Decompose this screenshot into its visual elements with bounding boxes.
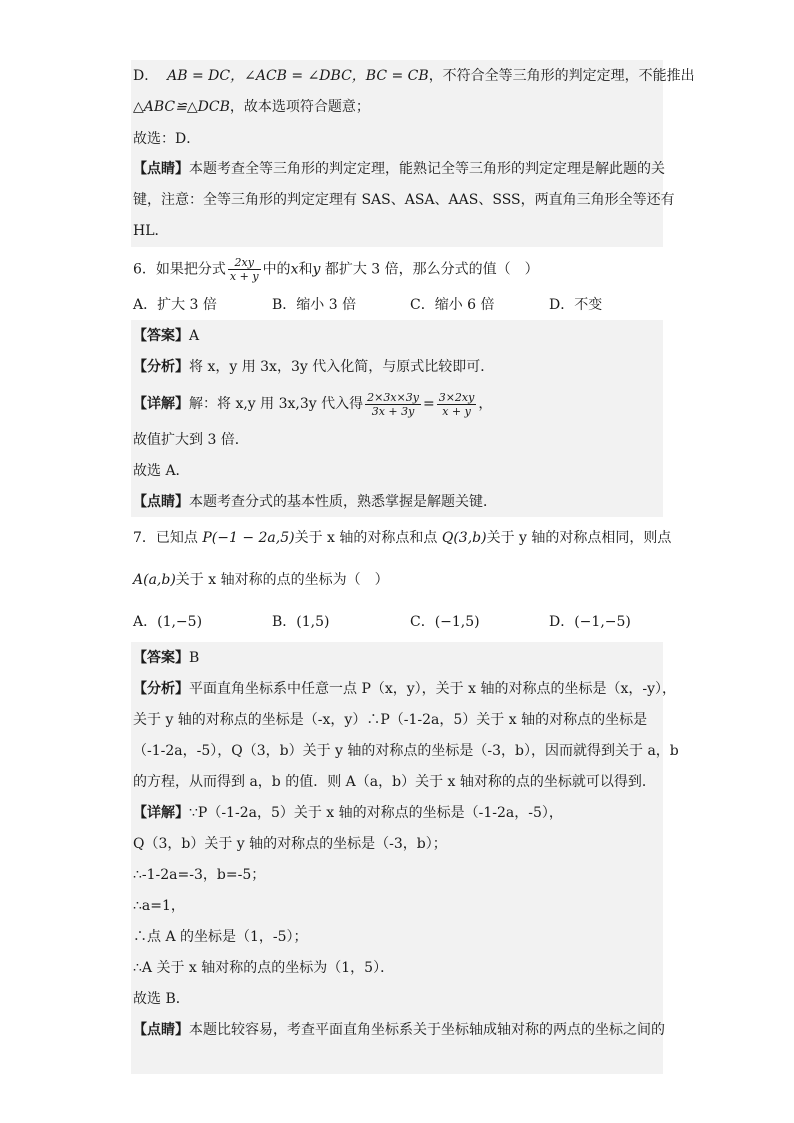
q7-detail-line4: ∴a=1， <box>133 898 185 914</box>
q7-stem-line2: A(a,b)关于 x 轴对称的点的坐标为（ ） <box>133 572 389 588</box>
q6-dianjing: 【点睛】本题考查分式的基本性质，熟悉掌握是解题关键． <box>133 494 497 510</box>
q7-option-a[interactable]: A．(1,−5) <box>133 614 203 630</box>
q7-dianjing: 【点睛】本题比较容易，考查平面直角坐标系关于坐标轴成轴对称的两点的坐标之间的 <box>133 1022 665 1038</box>
q5-dianjing-line3: HL． <box>133 223 169 239</box>
q7-analysis-line2: 关于 y 轴的对称点的坐标是（-x，y）∴P（-1-2a，5）关于 x 轴的对称点的坐标是 <box>133 712 648 728</box>
q7-stem-line1: 7．已知点 P(−1 − 2a,5)关于 x 轴的对称点和点 Q(3,b)关于 y 轴的对称点相同，则点 <box>133 530 672 546</box>
q7-detail-line5: ∴点 A 的坐标是（1，-5）； <box>133 929 308 945</box>
q6-choice: 故选 A． <box>133 463 190 479</box>
dianjing-tag: 【点睛】 <box>133 161 189 177</box>
q6-option-d[interactable]: D．不变 <box>549 297 603 313</box>
q7-option-c[interactable]: C．(−1,5) <box>410 614 480 630</box>
q6-option-c[interactable]: C．缩小 6 倍 <box>410 297 495 313</box>
q7-detail-line3: ∴-1-2a=-3，b=-5； <box>133 867 266 883</box>
q6-analysis: 【分析】将 x，y 用 3x，3y 代入化简，与原式比较即可． <box>133 359 495 375</box>
q6-detail: 【详解】解：将 x,y 用 3x,3y 代入得 $\frac{2\times 3x\times 3y}{3x + 3y}$ = $\frac{3\times 2xy}{x + y}$ ， <box>133 390 493 418</box>
q7-detail-line1: 【详解】∵P（-1-2a，5）关于 x 轴的对称点的坐标是（-1-2a，-5）， <box>133 805 563 821</box>
q6-conclusion: 故值扩大到 3 倍． <box>133 432 249 448</box>
q7-choice: 故选 B． <box>133 991 190 1007</box>
q7-analysis-line1: 【分析】平面直角坐标系中任意一点 P（x，y），关于 x 轴的对称点的坐标是（x，-y）， <box>133 681 677 697</box>
q7-detail-line6: ∴A 关于 x 轴对称的点的坐标为（1，5）． <box>133 960 395 976</box>
q6-fraction: $\frac{2xy}{x + y}$ <box>229 256 259 283</box>
q7-answer: 【答案】B <box>133 650 200 666</box>
q7-answer-block <box>131 642 663 1074</box>
q6-answer: 【答案】A <box>133 328 200 344</box>
q5-dianjing-line2: 键，注意：全等三角形的判定定理有 SAS、ASA、AAS、SSS，两直角三角形全等还有 <box>133 192 675 208</box>
q7-option-d[interactable]: D．(−1,−5) <box>549 614 631 630</box>
q7-detail-line2: Q（3，b）关于 y 轴的对称点的坐标是（-3，b）； <box>133 836 447 852</box>
q5-option-d-line2: △ABC≌△DCB，故本选项符合题意； <box>133 99 370 115</box>
q5-option-d-line1: D． AB = DC，∠ACB = ∠DBC，BC = CB，不符合全等三角形的判定定理，不能推出 <box>133 68 695 84</box>
q5-dianjing-line1: 【点睛】本题考查全等三角形的判定定理，能熟记全等三角形的判定定理是解此题的关 <box>133 161 665 177</box>
q6-detail-fraction-1: $\frac{2\times 3x\times 3y}{3x + 3y}$ <box>367 390 419 418</box>
q6-detail-fraction-2: $\frac{3\times 2xy}{x + y}$ <box>438 390 475 418</box>
q6-stem: 6．如果把分式 $\frac{2xy}{x + y}$ 中的x和y 都扩大 3 倍，那么分式的值（ ） <box>133 256 539 283</box>
q6-option-b[interactable]: B．缩小 3 倍 <box>272 297 357 313</box>
q7-option-b[interactable]: B．(1,5) <box>272 614 330 630</box>
q5-explanation-block <box>131 60 663 247</box>
q6-option-a[interactable]: A．扩大 3 倍 <box>133 297 217 313</box>
q5-choice: 故选：D． <box>133 131 201 147</box>
q7-analysis-line4: 的方程，从而得到 a，b 的值．则 A（a，b）关于 x 轴对称的点的坐标就可以得到． <box>133 774 656 790</box>
q7-analysis-line3: （-1-2a，-5），Q（3，b）关于 y 轴的对称点的坐标是（-3，b），因而就得到关于 a，b <box>133 743 679 759</box>
